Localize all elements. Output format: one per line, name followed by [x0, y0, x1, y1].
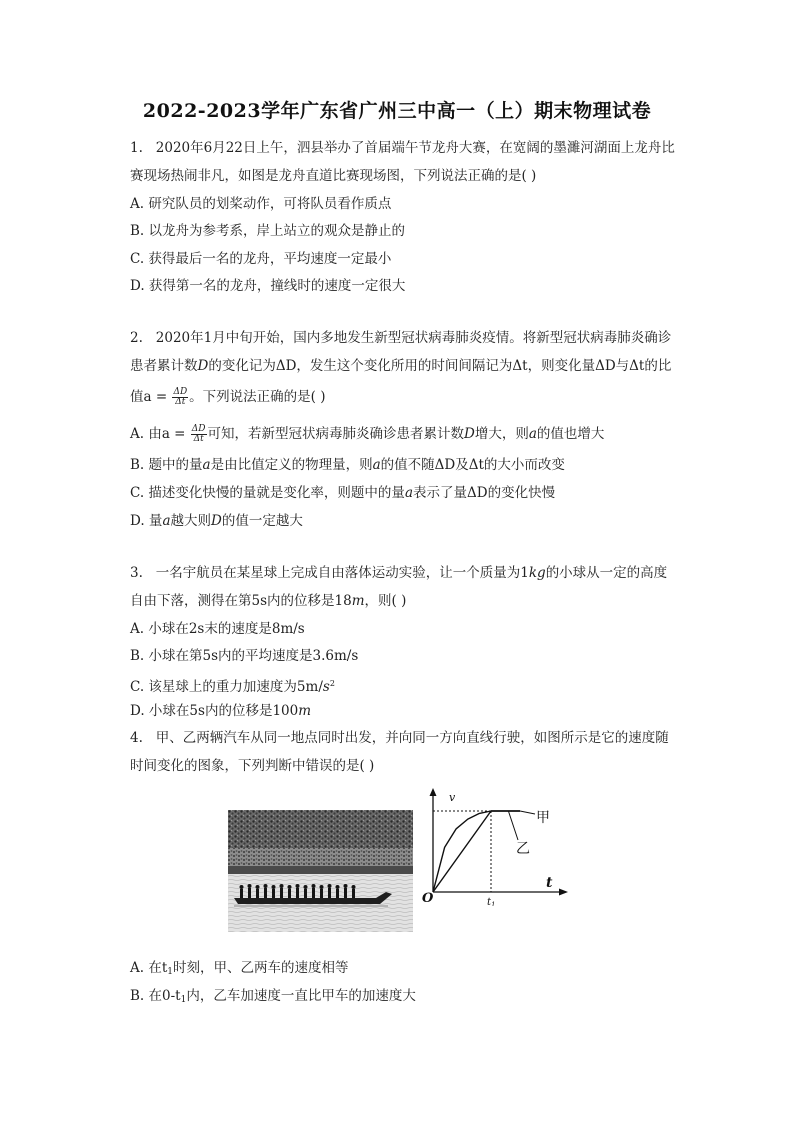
- q4-line-2: 时间变化的图象，下列判断中错误的是( ): [130, 758, 375, 774]
- q2-option-d: D. 量a越大则D的值一定越大: [130, 513, 303, 529]
- q1-number: 1.: [130, 140, 143, 156]
- q3-line-2: 自由下落，测得在第5s内的位移是18m，则( ): [130, 593, 407, 609]
- q1-option-c: C. 获得最后一名的龙舟，平均速度一定最小: [130, 251, 392, 267]
- q1-option-b: B. 以龙舟为参考系，岸上站立的观众是静止的: [130, 223, 406, 239]
- page-title: 2022-2023学年广东省广州三中高一（上）期末物理试卷: [142, 100, 652, 122]
- dragon-boat-photo: [228, 810, 413, 932]
- q2-fraction: $\frac{\Delta D}{\Delta t}$: [173, 387, 188, 407]
- q3-option-c: C. 该星球上的重力加速度为$5m/s^2$: [130, 679, 335, 695]
- series-label-yi: 乙: [516, 841, 530, 857]
- q2-option-c: C. 描述变化快慢的量就是变化率，则题中的量a表示了量ΔD的变化快慢: [130, 485, 556, 501]
- t-axis-arrow-icon: [559, 889, 568, 896]
- q4-number: 4.: [130, 730, 143, 746]
- q1-option-a: A. 研究队员的划桨动作，可将队员看作质点: [130, 196, 392, 212]
- q2-line-3: 值a = $\frac{\Delta D}{\Delta t}$ 。下列说法正确的是( ): [130, 387, 326, 407]
- q2-option-a-fraction: $\frac{\Delta D}{\Delta t}$: [191, 424, 206, 444]
- q4-option-a: A. 在$t_1$时刻，甲、乙两车的速度相等: [130, 960, 349, 977]
- t1-tick-label: $t_1$: [487, 897, 496, 906]
- q4-line-1: 4. 甲、乙两辆汽车从同一地点同时出发，并向同一方向直线行驶，如图所示是它的速度随: [130, 730, 669, 746]
- q2-option-a: A. 由a = $\frac{\Delta D}{\Delta t}$ 可知，若新型冠状病毒肺炎确诊患者累计数D增大，则a的值也增大: [130, 424, 605, 444]
- origin-label: O: [422, 891, 434, 906]
- v-axis-label: v: [449, 791, 456, 804]
- q2-option-b: B. 题中的量a是由比值定义的物理量，则a的值不随ΔD及Δt的大小而改变: [130, 457, 565, 473]
- q2-line-1: 2. 2020年1月中旬开始，国内多地发生新型冠状病毒肺炎疫情。将新型冠状病毒肺炎确诊: [130, 330, 672, 346]
- series-label-jia: 甲: [536, 810, 550, 826]
- v-axis-arrow-icon: [430, 788, 437, 796]
- q1-option-d: D. 获得第一名的龙舟，撞线时的速度一定很大: [130, 278, 406, 294]
- q4-option-b: B. 在$0-t_1$内，乙车加速度一直比甲车的加速度大: [130, 988, 416, 1005]
- q3-option-b: B. 小球在第5s内的平均速度是3.6m/s: [130, 648, 359, 664]
- q3-number: 3.: [130, 565, 143, 581]
- t-axis-label: t: [546, 875, 553, 891]
- q1-line-1: 1. 2020年6月22日上午，泗县举办了首届端午节龙舟大赛，在宽阔的墨濉河湖面上龙舟比: [130, 140, 675, 156]
- q3-line-1: 3. 一名宇航员在某星球上完成自由落体运动实验，让一个质量为1kg的小球从一定的高度: [130, 565, 668, 581]
- leader-line-yi: [508, 811, 518, 840]
- velocity-time-graph: [418, 784, 572, 906]
- q1-line-2: 赛现场热闹非凡，如图是龙舟直道比赛现场图，下列说法正确的是( ): [130, 168, 537, 184]
- leader-line-jia: [520, 811, 535, 814]
- q3-option-a: A. 小球在2s末的速度是8m/s: [130, 621, 305, 637]
- series-line-jia: [433, 811, 520, 892]
- q2-line-2: 患者累计数D的变化记为ΔD，发生这个变化所用的时间间隔记为Δt，则变化量ΔD与Δt的比: [130, 358, 672, 374]
- series-line-yi: [433, 811, 520, 892]
- q4-figure: [228, 784, 572, 934]
- q3-option-d: D. 小球在5s内的位移是100m: [130, 703, 312, 719]
- q2-number: 2.: [130, 330, 143, 346]
